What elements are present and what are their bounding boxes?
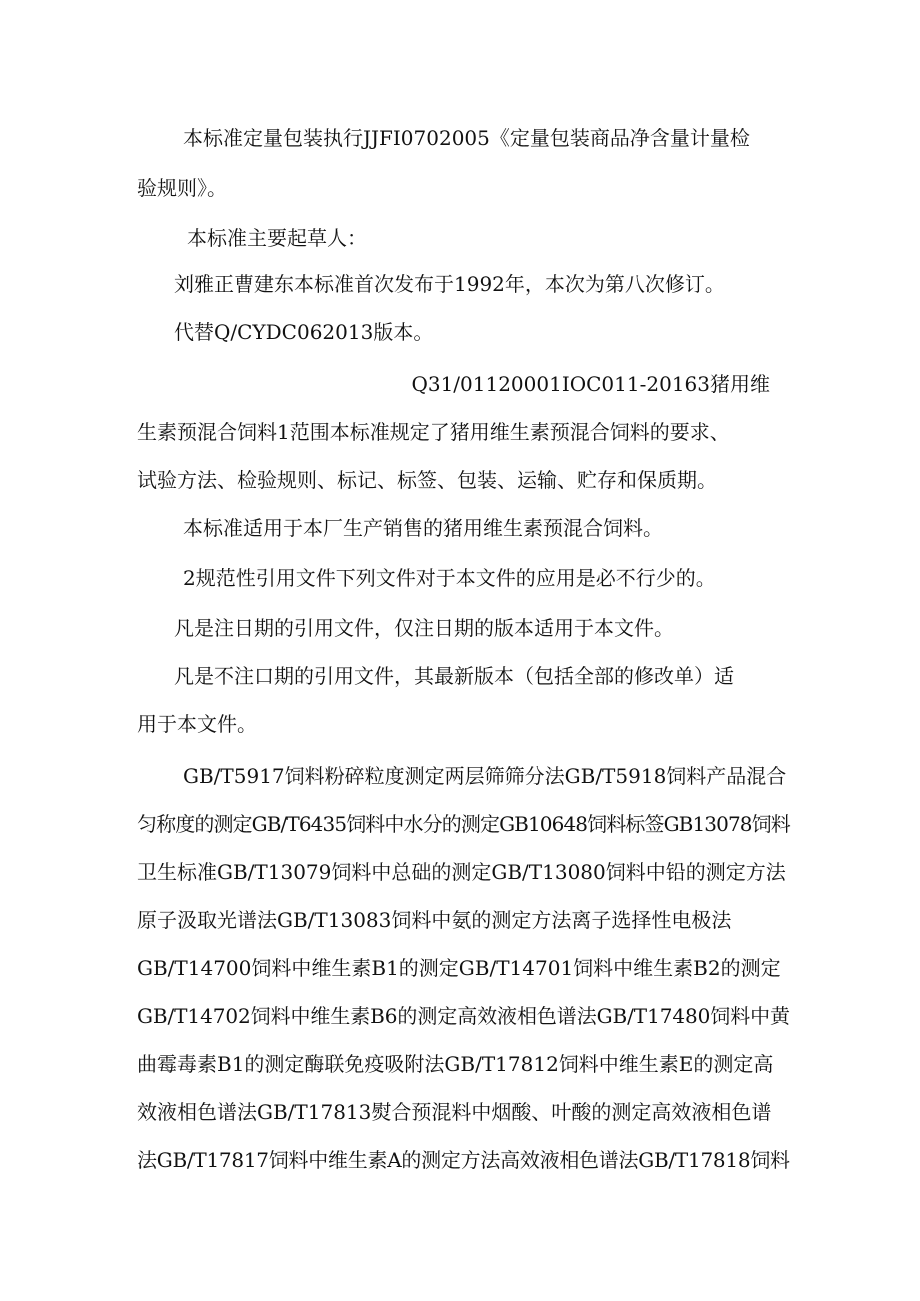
text-line: 代替Q/CYDC062013版本。 [174, 320, 434, 344]
text-line: GB/T14702饲料中维生素B6的测定高效液相色谱法GB/T17480饲料中黄 [137, 1004, 790, 1028]
text-line: 凡是注日期的引用文件，仅注日期的版本适用于本文件。 [174, 616, 674, 640]
text-line: 验规则》。 [137, 176, 227, 200]
text-line: 生素预混合饲料1范围本标准规定了猪用维生素预混合饲料的要求、 [137, 420, 730, 444]
text-line: 试验方法、检验规则、标记、标签、包装、运输、贮存和保质期。 [137, 468, 717, 492]
text-line: GB/T14700饲料中维生素B1的测定GB/T14701饲料中维生素B2的测定 [137, 956, 781, 980]
text-line: 匀称度的测定GB/T6435饲料中水分的测定GB10648饲料标签GB13078饲料 [137, 812, 790, 836]
text-line: 卫生标准GB/T13079饲料中总础的测定GB/T13080饲料中铅的测定方法 [137, 860, 786, 884]
text-line: 用于本文件。 [137, 712, 257, 736]
text-line: 效液相色谱法GB/T17813熨合预混料中烟酸、叶酸的测定高效液相色谱 [137, 1100, 772, 1124]
text-line: 曲霉毒素B1的测定酶联免疫吸附法GB/T17812饲料中维生素E的测定高 [137, 1052, 774, 1076]
text-line: 原子汲取光谱法GB/T13083饲料中氨的测定方法离子选择性电极法 [137, 908, 732, 932]
text-line: 本标准适用于本厂生产销售的猪用维生素预混合饲料。 [183, 516, 663, 540]
text-line: GB/T5917饲料粉碎粒度测定两层筛筛分法GB/T5918饲料产品混合 [183, 764, 787, 788]
text-line: 凡是不注口期的引用文件，其最新版本（包括全部的修改单）适 [174, 664, 734, 688]
text-line: 本标准主要起草人： [187, 226, 367, 250]
standard-code-line: Q31/01120001IOC011-20163猪用维 [411, 372, 770, 396]
text-line: 本标准定量包装执行JJFI0702005《定量包装商品净含量计量检 [183, 126, 750, 150]
text-line: 法GB/T17817饲料中维生素A的测定方法高效液相色谱法GB/T17818饲料 [137, 1148, 790, 1172]
text-line: 2规范性引用文件下列文件对于本文件的应用是必不行少的。 [183, 566, 716, 590]
text-line: 刘雅正曹建东本标准首次发布于1992年，本次为第八次修订。 [174, 272, 725, 296]
